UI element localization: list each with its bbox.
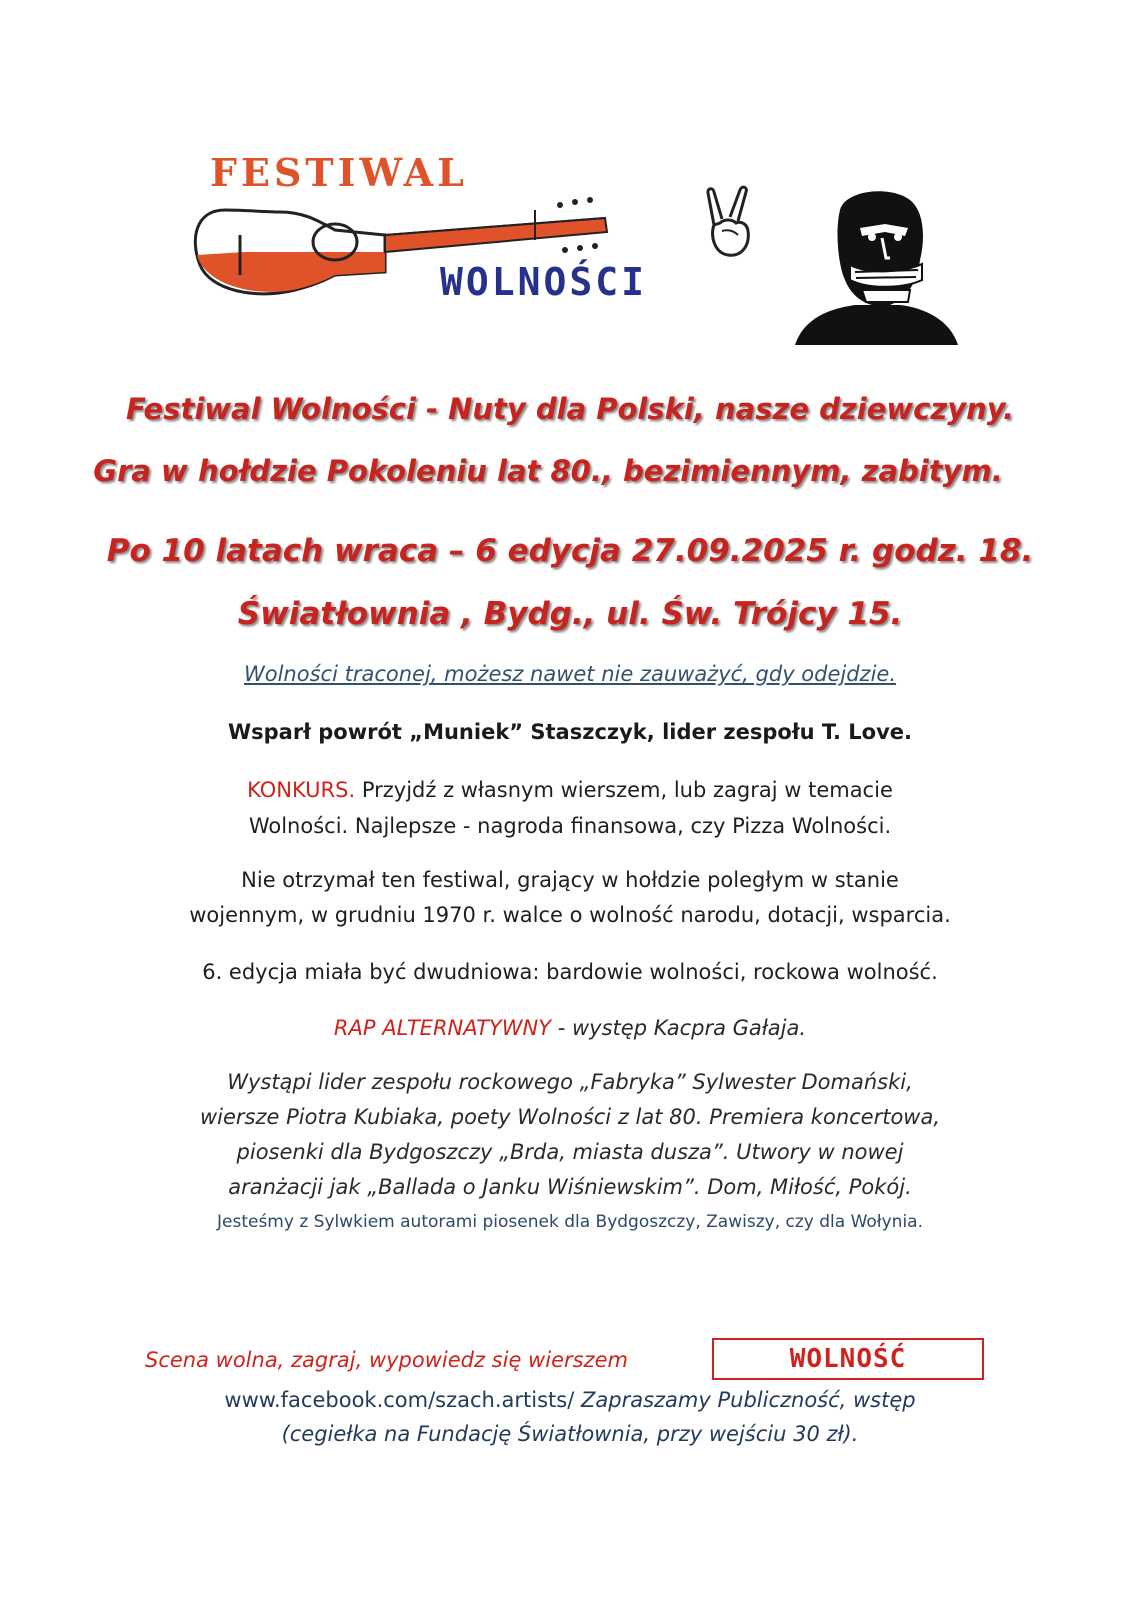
headline-date: Po 10 latach wraca – 6 edycja 27.09.2025 r. godz. 18.	[106, 533, 1034, 569]
festival-logo	[185, 140, 975, 360]
performers-line-2: wiersze Piotra Kubiaka, poety Wolności z lat 80. Premiera koncertowa,	[199, 1105, 941, 1129]
edition-line: 6. edycja miała być dwudniowa: bardowie wolności, rockowa wolność.	[202, 960, 938, 984]
support-line: Wsparł powrót „Muniek” Staszczyk, lider zespołu T. Love.	[227, 720, 913, 744]
headline-venue: Światłownia , Bydg., ul. Św. Trójcy 15.	[237, 596, 903, 632]
gagged-man-portrait	[790, 180, 960, 350]
performers-line-3: piosenki dla Bydgoszczy „Brda, miasta dusza”. Utwory w nowej	[236, 1140, 904, 1164]
invite-text: Zapraszamy Publiczność, wstęp	[574, 1388, 916, 1412]
konkurs-line-2: Wolności. Najlepsze - nagroda finansowa, czy Pizza Wolności.	[248, 814, 892, 838]
konkurs-line-1	[0, 778, 1140, 802]
performers-line-1: Wystąpi lider zespołu rockowego „Fabryka” Sylwester Domański,	[227, 1070, 913, 1094]
funding-line-2: wojennym, w grudniu 1970 r. walce o wolność narodu, dotacji, wsparcia.	[189, 903, 951, 927]
konkurs-text-1: Przyjdź z własnym wierszem, lub zagraj w temacie	[355, 778, 893, 802]
facebook-line	[0, 1388, 1140, 1412]
rap-text: - występ Kacpra Gałaja.	[551, 1016, 807, 1040]
price-line: (cegiełka na Fundację Światłownia, przy wejściu 30 zł).	[281, 1422, 859, 1446]
funding-line-1: Nie otrzymał ten festiwal, grający w hołdzie poległym w stanie	[241, 868, 899, 892]
logo-wolnosci-text: WOLNOŚCI	[440, 260, 648, 304]
wolnosc-badge: WOLNOŚĆ	[712, 1338, 984, 1380]
logo-festiwal-text: FESTIWAL	[210, 150, 468, 195]
headline-line-1: Festiwal Wolności - Nuty dla Polski, nasze dziewczyny.	[125, 392, 1015, 426]
konkurs-label: KONKURS.	[247, 778, 356, 802]
peace-hand-icon	[700, 185, 760, 260]
rap-label: RAP ALTERNATYWNY	[333, 1016, 552, 1040]
rap-line	[0, 1016, 1140, 1040]
facebook-url[interactable]: www.facebook.com/szach.artists/	[224, 1388, 575, 1412]
performers-line-5: Jesteśmy z Sylwkiem autorami piosenek dla Bydgoszczy, Zawiszy, czy dla Wołynia.	[217, 1212, 923, 1232]
performers-line-4: aranżacji jak „Ballada o Janku Wiśniewskim”. Dom, Miłość, Pokój.	[228, 1175, 912, 1199]
scene-invite-line: Scena wolna, zagraj, wypowiedz się wierszem	[145, 1348, 628, 1372]
motto-line: Wolności traconej, możesz nawet nie zauważyć, gdy odejdzie.	[243, 662, 897, 686]
headline-line-2: Gra w hołdzie Pokoleniu lat 80., bezimiennym, zabitym.	[93, 454, 1003, 488]
